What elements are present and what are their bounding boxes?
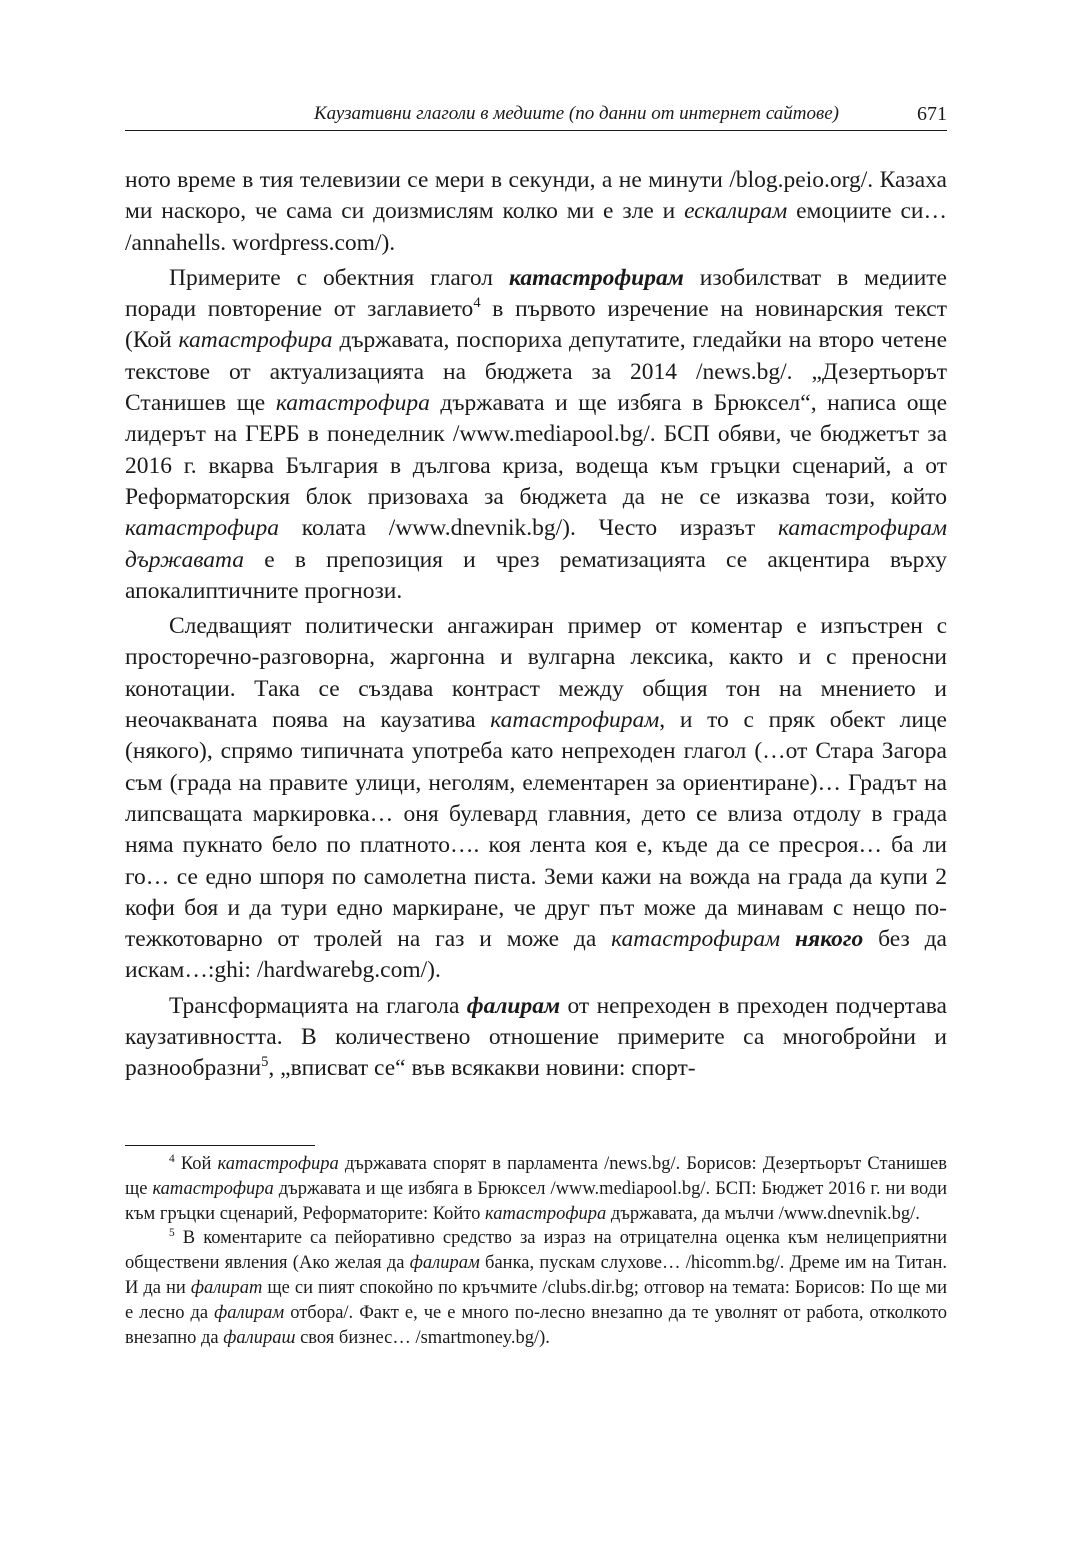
footnote-ref[interactable]: 5 [261, 1054, 269, 1071]
footnote-4: $^4$ Кой катастрофира държавата спорят в парламента /news.bg/. Борисов: Дезертьорът Станишев ще катастрофира държавата и ще избяга в Брюксел /www.mediapool.bg/. БСП: Бюджет 2016 г. ни води към гръцки сценарий, Реформаторите: Който катастрофира държавата, да мълчи /www.dnevnik.bg/. [125, 1152, 947, 1224]
emphasis: катастрофира [217, 1154, 339, 1174]
emphasis: катастрофира [125, 515, 280, 542]
footnote-ref[interactable]: 4 [473, 295, 481, 312]
paragraph-continued: ното време в тия телевизии се мери в секунди, а не минути /blog.peio.org/. Казаха ми наскоро, че сама си доизмислям колко ми е зле и ескалирам емоциите си… /annahells. wordpress.com/). [125, 167, 947, 256]
page-number: 671 [917, 103, 947, 125]
running-header [125, 100, 947, 128]
paragraph: Следващият политически ангажиран пример от коментар е изпъстрен с просторечно-разговорна, жаргонна и вулгарна лексика, както и с преносни конотации. Така се създава контраст между общия тон на мнението и неочакваната поява на каузатива катастрофирам, и то с пряк обект лице (някого), спрямо типичната употреба като непреходен глагол (…от Стара Загора съм (града на правите улици, неголям, елементарен за ориентиране)… Градът на липсващата маркировка… оня булевард главния, дето се влиза отдолу в града няма пукнато бело по платното…. коя лента коя е, къде да се пресроя… ба ли го… се едно шпоря по самолетна писта. Земи кажи на вожда на града да купи 2 кофи боя и да тури едно маркиране, че друг път може да минавам с нещо по-тежкотоварно от тролей на газ и може да катастрофирам някого без да искам…:ghi: /hardwarebg.com/). [125, 613, 947, 984]
emphasis: ескалирам [684, 198, 788, 225]
emphasis: катастрофира [178, 327, 333, 354]
emphasis: катастрофира [275, 390, 430, 417]
footnotes [125, 1152, 947, 1350]
emphasis: катастрофирам [611, 926, 781, 953]
footnote-rule [125, 1145, 315, 1146]
header-rule [125, 130, 947, 131]
emphasis: катастрофирам държавата [125, 515, 947, 573]
emphasis: катастрофира [485, 1203, 607, 1224]
emphasis: фалирам [214, 1302, 285, 1323]
body-text [125, 165, 947, 1085]
paragraph: Примерите с обектния глагол катастрофирам изобилстват в медиите поради повторение от заглавието$^4$ в първото изречение на новинарския текст (Кой катастрофира държавата, поспориха депутатите, гледайки на второ четене текстове от актуализацията на бюджета за 2014 /news.bg/. „Дезертьорът Станишев ще катастрофира държавата и ще избяга в Брюксел“, написа още лидерът на ГЕРБ в понеделник /www.mediapool.bg/. БСП обяви, че бюджетът за 2016 г. вкарва България в дългова криза, водеща към гръцки сценарий, а от Реформаторския блок призоваха за бюджета да не се изказва този, който катастрофира колата /www.dnevnik.bg/). Често изразът катастрофирам държавата е в препозиция и чрез рематизацията се акцентира върху апокалиптичните прогнози. [125, 264, 948, 604]
footnote-number: 4 [169, 1152, 175, 1165]
bold-emphasis: някого [794, 926, 864, 953]
footnote-5: $^5$ В коментарите са пейоративно средство за израз на отрицателна оценка към нелицеприятни обществени явления (Ако желая да фалирам банка, пускам слухове… /hicomm.bg/. Дреме им на Титан. И да ни фалират ще си пият спокойно по кръчмите /clubs.dir.bg; отговор на темата: Борисов: По ще ми е лесно да фалирам отбора/. Факт е, че е много по-лесно внезапно да те уволнят от работа, отколкото внезапно да фалираш своя бизнес… /smartmoney.bg/). [125, 1227, 947, 1348]
running-title: Каузативни глаголи в медиите (по данни от интернет сайтове) [314, 103, 839, 124]
paragraph: Трансформацията на глагола фалирам от непреходен в преходен подчертава каузативността. В количествено отношение примерите са многобройни и разнообразни$^5$, „вписват се“ във всякакви новини: спорт- [125, 992, 947, 1082]
emphasis: фалират [190, 1277, 263, 1298]
emphasis: катастрофирам [490, 707, 660, 734]
emphasis: фалирам [409, 1253, 480, 1274]
emphasis: катастрофира [152, 1178, 274, 1199]
bold-emphasis: катастрофирам [509, 264, 684, 291]
emphasis: фалираш [223, 1327, 296, 1348]
bold-emphasis: фалирам [466, 992, 561, 1019]
footnote-number: 5 [169, 1227, 175, 1240]
